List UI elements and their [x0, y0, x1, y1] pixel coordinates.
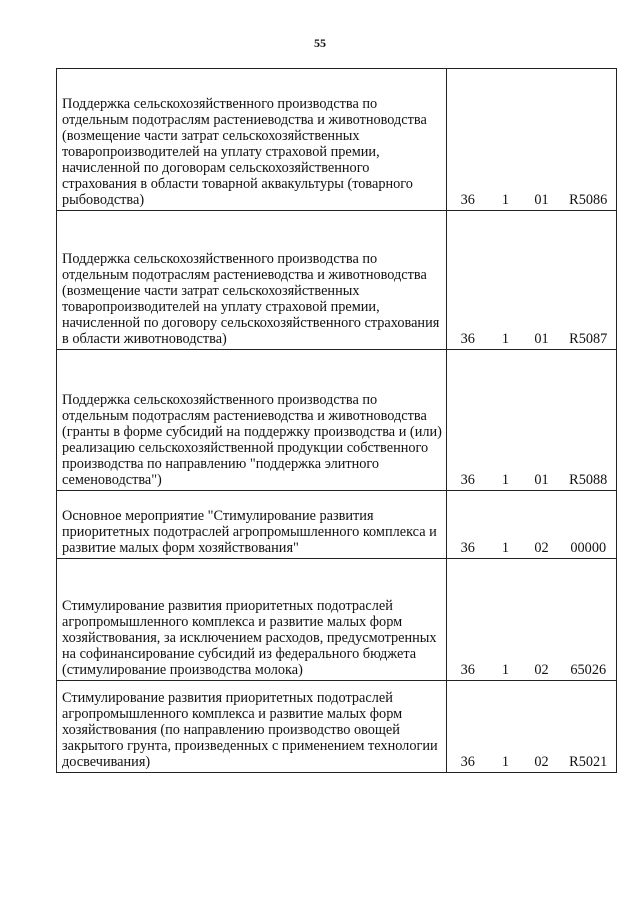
- table-row: [57, 350, 617, 491]
- subprogram-code: 1: [489, 69, 523, 211]
- table-row: [57, 69, 617, 211]
- table-row: [57, 559, 617, 681]
- budget-classification-table: [56, 68, 617, 773]
- row-description: Поддержка сельскохозяйственного производства по отдельным подотраслям растениеводства и животноводства (возмещение части затрат сельскохозяйственных товаропроизводителей на уплату страховой премии, начисленной по договорам сельскохозяйственного страхования в области товарной аквакультуры (товарного рыбоводства): [57, 69, 447, 211]
- row-description: Поддержка сельскохозяйственного производства по отдельным подотраслям растениеводства и животноводства (возмещение части затрат сельскохозяйственных товаропроизводителей на уплату страховой премии, начисленной по договору сельскохозяйственного страхования в области животноводства): [57, 211, 447, 350]
- event-code: 02: [523, 681, 561, 773]
- row-description: Основное мероприятие "Стимулирование развития приоритетных подотраслей агропромышленного комплекса и развитие малых форм хозяйствования": [57, 491, 447, 559]
- event-code: 02: [523, 491, 561, 559]
- subprogram-code: 1: [489, 211, 523, 350]
- row-description: Стимулирование развития приоритетных подотраслей агропромышленного комплекса и развитие малых форм хозяйствования (по направлению производство овощей закрытого грунта, произведенных с применением технологии досвечивания): [57, 681, 447, 773]
- program-code: 36: [447, 559, 489, 681]
- subprogram-code: 1: [489, 559, 523, 681]
- table-row: [57, 681, 617, 773]
- program-code: 36: [447, 491, 489, 559]
- direction-code: 65026: [561, 559, 617, 681]
- event-code: 02: [523, 559, 561, 681]
- direction-code: R5086: [561, 69, 617, 211]
- table-row: [57, 211, 617, 350]
- subprogram-code: 1: [489, 350, 523, 491]
- direction-code: R5021: [561, 681, 617, 773]
- table-row: [57, 491, 617, 559]
- direction-code: R5087: [561, 211, 617, 350]
- subprogram-code: 1: [489, 491, 523, 559]
- program-code: 36: [447, 350, 489, 491]
- subprogram-code: 1: [489, 681, 523, 773]
- event-code: 01: [523, 211, 561, 350]
- event-code: 01: [523, 69, 561, 211]
- row-description: Поддержка сельскохозяйственного производства по отдельным подотраслям растениеводства и животноводства (гранты в форме субсидий на поддержку производства и (или) реализацию сельскохозяйственной продукции собственного производства по направлению "поддержка элитного семеноводства"): [57, 350, 447, 491]
- event-code: 01: [523, 350, 561, 491]
- program-code: 36: [447, 211, 489, 350]
- page-number: 55: [314, 36, 326, 50]
- direction-code: R5088: [561, 350, 617, 491]
- program-code: 36: [447, 681, 489, 773]
- program-code: 36: [447, 69, 489, 211]
- row-description: Стимулирование развития приоритетных подотраслей агропромышленного комплекса и развитие малых форм хозяйствования, за исключением расходов, предусмотренных на софинансирование субсидий из федерального бюджета (стимулирование производства молока): [57, 559, 447, 681]
- direction-code: 00000: [561, 491, 617, 559]
